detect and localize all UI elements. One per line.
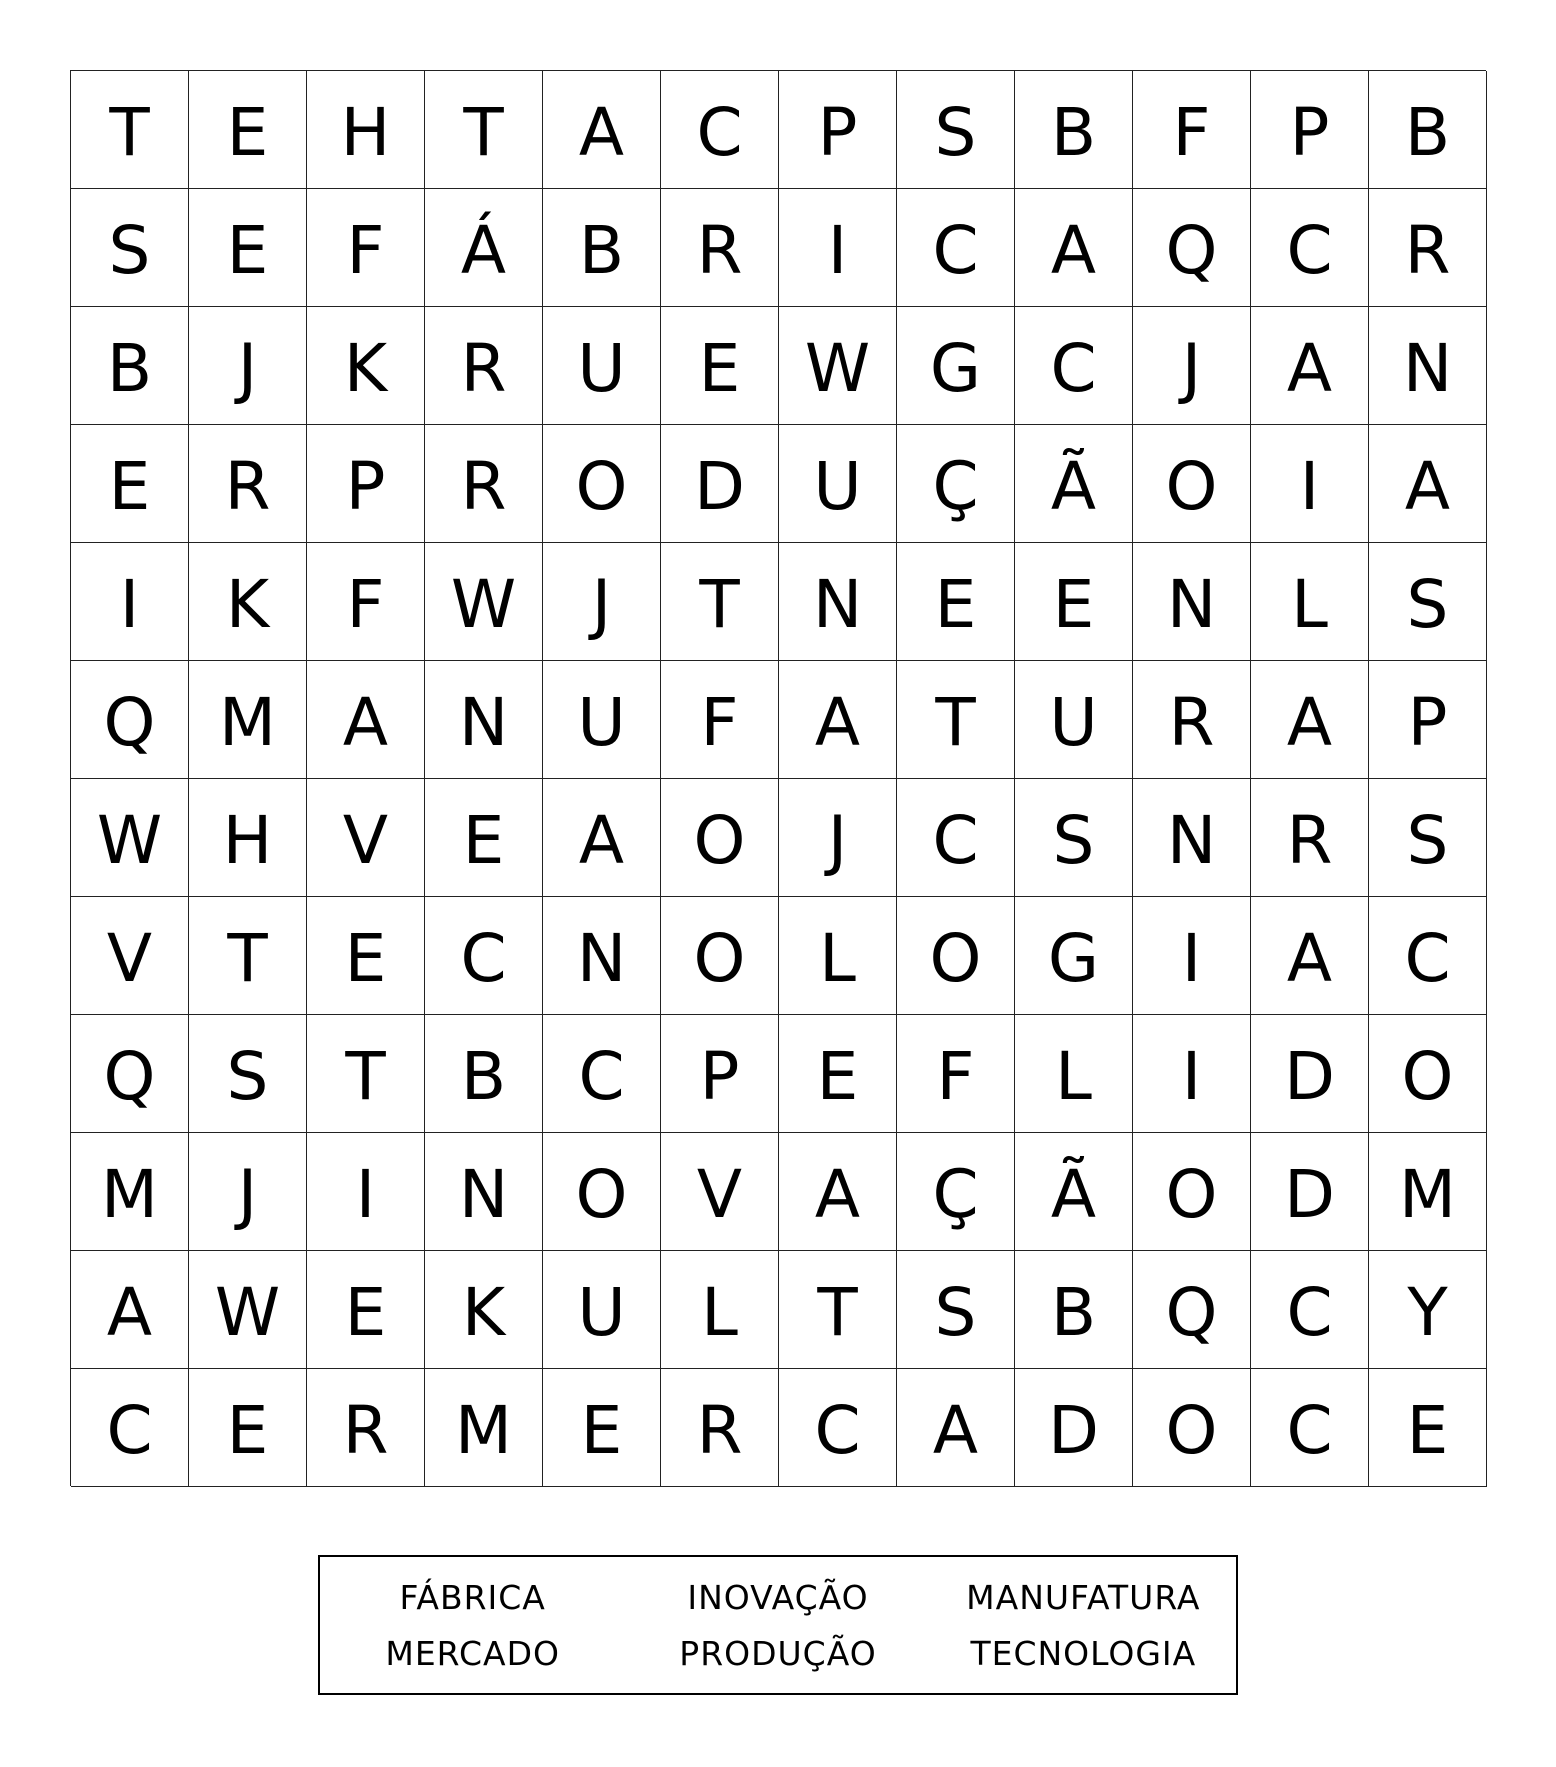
grid-cell[interactable]: J: [189, 1133, 307, 1251]
grid-cell[interactable]: E: [661, 307, 779, 425]
grid-cell[interactable]: A: [1015, 189, 1133, 307]
grid-cell[interactable]: D: [661, 425, 779, 543]
grid-cell[interactable]: B: [1369, 71, 1487, 189]
grid-cell[interactable]: N: [1133, 543, 1251, 661]
grid-cell[interactable]: O: [1369, 1015, 1487, 1133]
grid-cell[interactable]: Q: [71, 1015, 189, 1133]
grid-cell[interactable]: O: [543, 425, 661, 543]
grid-cell[interactable]: Q: [71, 661, 189, 779]
grid-cell[interactable]: E: [189, 71, 307, 189]
grid-cell[interactable]: I: [1251, 425, 1369, 543]
grid-cell[interactable]: D: [1251, 1133, 1369, 1251]
grid-cell[interactable]: S: [1015, 779, 1133, 897]
grid-cell[interactable]: I: [307, 1133, 425, 1251]
grid-cell[interactable]: L: [779, 897, 897, 1015]
grid-cell[interactable]: S: [897, 71, 1015, 189]
grid-cell[interactable]: Ç: [897, 1133, 1015, 1251]
grid-cell[interactable]: I: [1133, 1015, 1251, 1133]
grid-cell[interactable]: S: [897, 1251, 1015, 1369]
grid-cell[interactable]: S: [1369, 543, 1487, 661]
grid-cell[interactable]: B: [1015, 71, 1133, 189]
grid-cell[interactable]: A: [779, 661, 897, 779]
grid-cell[interactable]: R: [1369, 189, 1487, 307]
grid-cell[interactable]: R: [1251, 779, 1369, 897]
grid-cell[interactable]: Ã: [1015, 1133, 1133, 1251]
grid-cell[interactable]: F: [661, 661, 779, 779]
grid-cell[interactable]: M: [1369, 1133, 1487, 1251]
grid-cell[interactable]: C: [1251, 1369, 1369, 1487]
grid-cell[interactable]: B: [71, 307, 189, 425]
grid-cell[interactable]: E: [71, 425, 189, 543]
grid-cell[interactable]: B: [543, 189, 661, 307]
grid-cell[interactable]: S: [189, 1015, 307, 1133]
grid-cell[interactable]: H: [307, 71, 425, 189]
grid-cell[interactable]: R: [307, 1369, 425, 1487]
grid-cell[interactable]: C: [543, 1015, 661, 1133]
grid-cell[interactable]: Á: [425, 189, 543, 307]
grid-cell[interactable]: F: [307, 189, 425, 307]
grid-cell[interactable]: O: [661, 779, 779, 897]
grid-cell[interactable]: A: [71, 1251, 189, 1369]
grid-cell[interactable]: W: [71, 779, 189, 897]
grid-cell[interactable]: T: [779, 1251, 897, 1369]
grid-cell[interactable]: E: [897, 543, 1015, 661]
grid-cell[interactable]: M: [189, 661, 307, 779]
grid-cell[interactable]: R: [661, 1369, 779, 1487]
grid-cell[interactable]: A: [1251, 307, 1369, 425]
grid-cell[interactable]: D: [1251, 1015, 1369, 1133]
grid-cell[interactable]: Q: [1133, 189, 1251, 307]
grid-cell[interactable]: C: [897, 779, 1015, 897]
grid-cell[interactable]: S: [71, 189, 189, 307]
grid-cell[interactable]: N: [1133, 779, 1251, 897]
grid-cell[interactable]: A: [1251, 897, 1369, 1015]
grid-cell[interactable]: U: [1015, 661, 1133, 779]
grid-cell[interactable]: O: [661, 897, 779, 1015]
grid-cell[interactable]: Ç: [897, 425, 1015, 543]
grid-cell[interactable]: T: [189, 897, 307, 1015]
grid-cell[interactable]: J: [1133, 307, 1251, 425]
grid-cell[interactable]: J: [189, 307, 307, 425]
word-bank-item: MANUFATURA: [966, 1577, 1201, 1617]
grid-cell[interactable]: P: [1369, 661, 1487, 779]
grid-cell[interactable]: O: [543, 1133, 661, 1251]
grid-cell[interactable]: A: [897, 1369, 1015, 1487]
grid-cell[interactable]: A: [543, 71, 661, 189]
grid-cell[interactable]: C: [425, 897, 543, 1015]
word-bank-item: INOVAÇÃO: [687, 1577, 869, 1617]
grid-cell[interactable]: C: [1251, 1251, 1369, 1369]
grid-cell[interactable]: V: [307, 779, 425, 897]
grid-cell[interactable]: U: [543, 661, 661, 779]
grid-cell[interactable]: E: [307, 897, 425, 1015]
grid-cell[interactable]: C: [779, 1369, 897, 1487]
grid-cell[interactable]: N: [425, 1133, 543, 1251]
grid-cell[interactable]: F: [1133, 71, 1251, 189]
grid-cell[interactable]: W: [779, 307, 897, 425]
grid-cell[interactable]: E: [779, 1015, 897, 1133]
grid-cell[interactable]: P: [661, 1015, 779, 1133]
word-bank-item: TECNOLOGIA: [970, 1633, 1197, 1673]
grid-cell[interactable]: E: [189, 189, 307, 307]
grid-cell[interactable]: H: [189, 779, 307, 897]
grid-cell[interactable]: W: [425, 543, 543, 661]
grid-cell[interactable]: A: [1369, 425, 1487, 543]
word-bank-item: FÁBRICA: [399, 1577, 546, 1617]
grid-cell[interactable]: P: [1251, 71, 1369, 189]
grid-cell[interactable]: I: [71, 543, 189, 661]
grid-cell[interactable]: U: [543, 1251, 661, 1369]
grid-cell[interactable]: F: [897, 1015, 1015, 1133]
grid-cell[interactable]: L: [1251, 543, 1369, 661]
grid-cell[interactable]: T: [71, 71, 189, 189]
grid-cell[interactable]: W: [189, 1251, 307, 1369]
grid-cell[interactable]: U: [779, 425, 897, 543]
grid-cell[interactable]: M: [425, 1369, 543, 1487]
grid-cell[interactable]: I: [779, 189, 897, 307]
grid-cell[interactable]: Q: [1133, 1251, 1251, 1369]
grid-cell[interactable]: N: [779, 543, 897, 661]
grid-cell[interactable]: N: [1369, 307, 1487, 425]
grid-cell[interactable]: F: [307, 543, 425, 661]
grid-cell[interactable]: J: [543, 543, 661, 661]
grid-cell[interactable]: B: [425, 1015, 543, 1133]
grid-cell[interactable]: E: [189, 1369, 307, 1487]
grid-cell[interactable]: T: [661, 543, 779, 661]
grid-cell[interactable]: L: [661, 1251, 779, 1369]
grid-cell[interactable]: C: [897, 189, 1015, 307]
grid-cell[interactable]: K: [425, 1251, 543, 1369]
grid-cell[interactable]: O: [1133, 1369, 1251, 1487]
grid-cell[interactable]: O: [1133, 425, 1251, 543]
grid-cell[interactable]: A: [307, 661, 425, 779]
grid-cell[interactable]: V: [661, 1133, 779, 1251]
grid-cell[interactable]: T: [425, 71, 543, 189]
grid-cell[interactable]: C: [1369, 897, 1487, 1015]
grid-cell[interactable]: P: [779, 71, 897, 189]
word-bank-item: PRODUÇÃO: [679, 1633, 877, 1673]
grid-cell[interactable]: C: [1251, 189, 1369, 307]
grid-cell[interactable]: E: [1369, 1369, 1487, 1487]
grid-cell[interactable]: K: [189, 543, 307, 661]
grid-cell[interactable]: U: [543, 307, 661, 425]
grid-cell[interactable]: C: [71, 1369, 189, 1487]
grid-cell[interactable]: T: [897, 661, 1015, 779]
grid-cell[interactable]: A: [543, 779, 661, 897]
grid-cell[interactable]: C: [661, 71, 779, 189]
grid-cell[interactable]: A: [779, 1133, 897, 1251]
grid-cell[interactable]: Y: [1369, 1251, 1487, 1369]
grid-cell[interactable]: G: [1015, 897, 1133, 1015]
grid-cell[interactable]: R: [189, 425, 307, 543]
grid-cell[interactable]: E: [425, 779, 543, 897]
grid-cell[interactable]: B: [1015, 1251, 1133, 1369]
grid-cell[interactable]: T: [307, 1015, 425, 1133]
grid-cell[interactable]: R: [661, 189, 779, 307]
word-bank-item: MERCADO: [385, 1633, 560, 1673]
grid-cell[interactable]: J: [779, 779, 897, 897]
grid-cell[interactable]: O: [1133, 1133, 1251, 1251]
grid-cell[interactable]: S: [1369, 779, 1487, 897]
grid-cell[interactable]: N: [543, 897, 661, 1015]
grid-cell[interactable]: I: [1133, 897, 1251, 1015]
grid-cell[interactable]: Ã: [1015, 425, 1133, 543]
grid-cell[interactable]: E: [1015, 543, 1133, 661]
grid-cell[interactable]: L: [1015, 1015, 1133, 1133]
grid-cell[interactable]: D: [1015, 1369, 1133, 1487]
letter-grid: [70, 70, 1486, 1486]
grid-cell[interactable]: K: [307, 307, 425, 425]
grid-cell[interactable]: R: [425, 425, 543, 543]
grid-cell[interactable]: A: [1251, 661, 1369, 779]
grid-cell[interactable]: V: [71, 897, 189, 1015]
grid-cell[interactable]: O: [897, 897, 1015, 1015]
grid-cell[interactable]: R: [1133, 661, 1251, 779]
grid-cell[interactable]: P: [307, 425, 425, 543]
grid-cell[interactable]: M: [71, 1133, 189, 1251]
grid-cell[interactable]: N: [425, 661, 543, 779]
grid-cell[interactable]: R: [425, 307, 543, 425]
grid-cell[interactable]: G: [897, 307, 1015, 425]
grid-cell[interactable]: E: [307, 1251, 425, 1369]
word-bank: [318, 1555, 1238, 1695]
grid-cell[interactable]: C: [1015, 307, 1133, 425]
grid-cell[interactable]: E: [543, 1369, 661, 1487]
